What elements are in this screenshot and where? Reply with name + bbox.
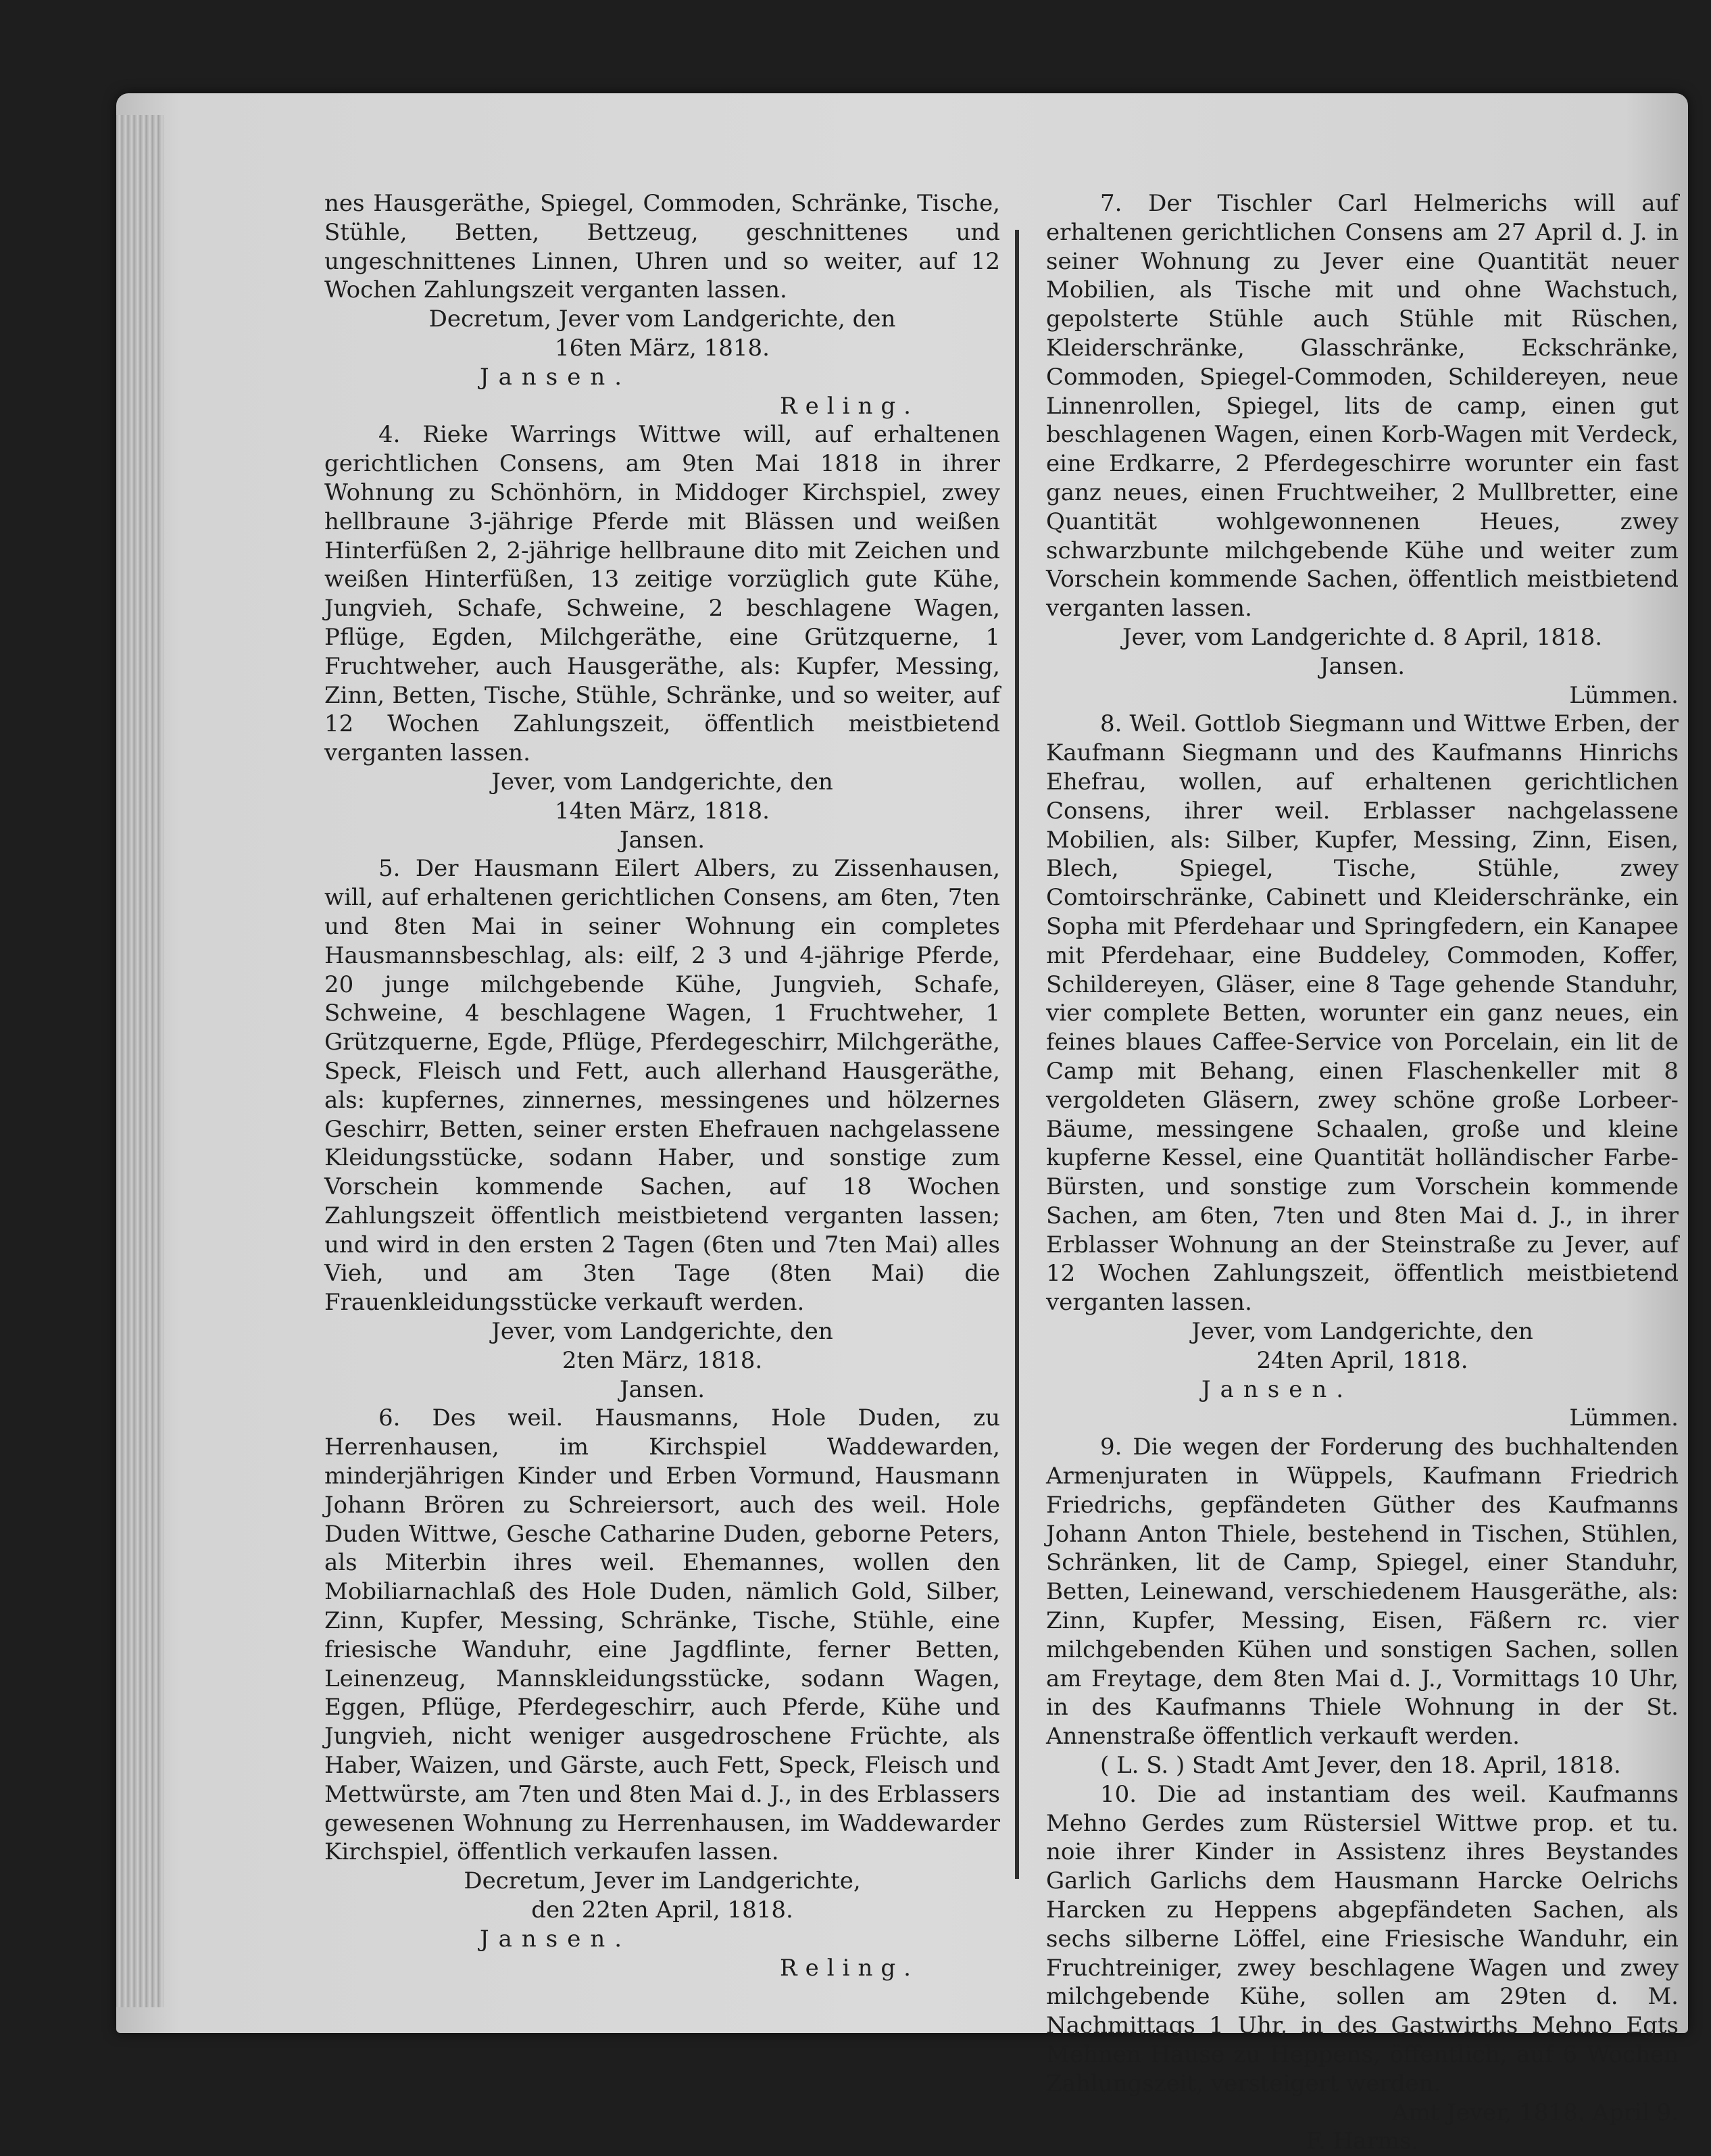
notice-8-date: 24ten April, 1818.: [1256, 1346, 1468, 1374]
notice-4-date: 14ten März, 1818.: [555, 797, 770, 825]
column-divider-rule: [1015, 230, 1019, 1879]
notice-10-decree: Amt Jever, 1818. April 9.: [1391, 2099, 1679, 2126]
notice-10-body: 10. Die ad instantiam des weil. Kaufmanns Mehno Gerdes zum Rüstersiel Wittwe prop. et tu. noie ihrer Kinder in Assistenz ihres Beystandes Garlich Garlichs dem Hausmann Harcke Oelrichs Harcken zu Heppens abgepfändeten Sachen, als sechs silberne Löffel, eine Friesische Wanduhr, ein Fruchtreiniger, zwey beschlagene Wagen und zwey milchgebende Kühe, sollen am 29ten d. M. Nachmittags 1 Uhr, in des Gastwirths Mehno Egts Mehnen Hause zu Heppens, öffentlich, auf 6 Wochen Zahlungszeit, versteigert werden.: [1046, 1780, 1679, 2097]
notice-6-body: 6. Des weil. Hausmanns, Hole Duden, zu Herrenhausen, im Kirchspiel Waddewarden, minderjährigen Kinder und Erben Vormund, Hausmann Johann Brören zu Schreiersort, auch des weil. Hole Duden Wittwe, Gesche Catharine Duden, geborne Peters, als Miterbin ihres weil. Ehemannes, wollen den Mobiliarnachlaß des Hole Duden, nämlich Gold, Silber, Zinn, Kupfer, Messing, Schränke, Tische, Stühle, eine friesische Wanduhr, eine Jagdflinte, ferner Betten, Leinenzeug, Mannskleidungsstücke, sodann Wagen, Eggen, Pflüge, Pferdegeschirr, auch Pferde, Kühe und Jungvieh, nicht weniger ausgedroschene Früchte, als Haber, Waizen, und Gärste, auch Fett, Speck, Fleisch und Mettwürste, am 7ten und 8ten Mai d. J., in des Erblassers gewesenen Wohnung zu Herrenhausen, im Waddewarder Kirchspiel, öffentlich verkaufen lassen.: [324, 1404, 1000, 1866]
notice-8-signature: Jansen.: [1201, 1375, 1354, 1403]
notice-5-date: 2ten März, 1818.: [562, 1346, 763, 1374]
notice-8-clerk: Lümmen.: [1569, 1404, 1679, 1432]
notice-6-decree: Decretum, Jever im Landgerichte,: [464, 1867, 861, 1895]
notice-9-body: 9. Die wegen der Forderung des buchhaltenden Armenjuraten in Wüppels, Kaufmann Friedrich Friedrichs, gepfändeten Güther des Kaufmanns Johann Anton Thiele, bestehend in Tischen, Stühlen, Schränken, lit de Camp, Spiegel, einer Standuhr, Betten, Leinewand, verschiedenem Hausgeräthe, als: Zinn, Kupfer, Messing, Eisen, Fäßern rc. vier milchgebenden Kühen und sonstigen Sachen, sollen am Freytage, dem 8ten Mai d. J., Vormittags 10 Uhr, in des Kaufmanns Thiele Wohnung in der St. Annenstraße öffentlich verkauft werden.: [1046, 1434, 1679, 1750]
left-text-column: [324, 189, 1000, 1982]
notice-7-decree: Jever, vom Landgerichte d. 8 April, 1818.: [1122, 623, 1603, 651]
notice-7-signature: Jansen.: [1319, 652, 1406, 680]
notice-4-signature: Jansen.: [619, 826, 705, 854]
notice-6-date: den 22ten April, 1818.: [531, 1896, 793, 1924]
notice-3-signature: Jansen.: [480, 363, 632, 391]
right-text-column: [1046, 189, 1679, 2156]
notice-5-decree: Jever, vom Landgerichte, den: [491, 1318, 833, 1346]
notice-10-signature: F. Harms.: [1306, 2128, 1419, 2155]
notice-6-clerk: Reling.: [780, 1954, 919, 1982]
notice-8-decree: Jever, vom Landgerichte, den: [1191, 1318, 1533, 1346]
notice-4-decree: Jever, vom Landgerichte, den: [491, 768, 833, 795]
notice-6-signature: Jansen.: [480, 1925, 632, 1953]
notice-7-body: 7. Der Tischler Carl Helmerichs will auf erhaltenen gerichtlichen Consens am 27 April d. J. in seiner Wohnung zu Jever eine Quantität neuer Mobilien, als Tische mit und ohne Wachstuch, gepolsterte Stühle auch Stühle mit Rüschen, Kleiderschränke, Glasschränke, Eckschränke, Commoden, Spiegel-Commoden, Schildereyen, neue Linnenrollen, Spiegel, lits de camp, einen gut beschlagenen Wagen, einen Korb-Wagen mit Verdeck, eine Erdkarre, 2 Pferdegeschirre worunter ein fast ganz neues, einen Fruchtweiher, 2 Mullbretter, eine Quantität wohlgewonnenen Heues, zwey schwarzbunte milchgebende Kühe und weiter zum Vorschein kommende Sachen, öffentlich meistbietend verganten lassen.: [1046, 190, 1679, 622]
notice-3-clerk: Reling.: [780, 392, 919, 420]
notice-9-decree: ( L. S. ) Stadt Amt Jever, den 18. April, 1818.: [1100, 1752, 1621, 1780]
notice-3-decree: Decretum, Jever vom Landgerichte, den: [428, 305, 896, 333]
notice-3-tail: nes Hausgeräthe, Spiegel, Commoden, Schränke, Tische, Stühle, Betten, Bettzeug, geschnittenes und ungeschnittenes Linnen, Uhren und so weiter, auf 12 Wochen Zahlungszeit verganten lassen.: [324, 190, 1000, 304]
notice-5-signature: Jansen.: [619, 1375, 705, 1403]
notice-5-body: 5. Der Hausmann Eilert Albers, zu Zissenhausen, will, auf erhaltenen gerichtlichen Consens, am 6ten, 7ten und 8ten Mai in seiner Wohnung ein completes Hausmannsbeschlag, als: eilf, 2 3 und 4-jährige Pferde, 20 junge milchgebende Kühe, Jungvieh, Schafe, Schweine, 4 beschlagene Wagen, 1 Fruchtweher, 1 Grützquerne, Egde, Pflüge, Pferdegeschirr, Milchgeräthe, Speck, Fleisch und Fett, auch allerhand Hausgeräthe, als: kupfernes, zinnernes, messingenes und hölzernes Geschirr, Betten, seiner ersten Ehefrauen nachgelassene Kleidungsstücke, sodann Haber, und sonstige zum Vorschein kommende Sachen, auf 18 Wochen Zahlungszeit öffentlich meistbietend verganten lassen; und wird in den ersten 2 Tagen (6ten und 7ten Mai) alles Vieh, und am 3ten Tage (8ten Mai) die Frauenkleidungsstücke verkauft werden.: [324, 855, 1000, 1317]
page-edge-stack: [116, 115, 164, 2007]
notice-8-body: 8. Weil. Gottlob Siegmann und Wittwe Erben, der Kaufmann Siegmann und des Kaufmanns Hinrichs Ehefrau, wollen, auf erhaltenen gerichtlichen Consens, ihrer weil. Erblasser nachgelassene Mobilien, als: Silber, Kupfer, Messing, Zinn, Eisen, Blech, Spiegel, Tische, Stühle, zwey Comtoirschränke, Cabinett und Kleiderschränke, ein Sopha mit Pferdehaar und Springfedern, ein Kanapee mit Pferdehaar, eine Buddeley, Commoden, Koffer, Schildereyen, Gläser, eine 8 Tage gehende Standuhr, vier complete Betten, worunter ein ganz neues, ein feines blaues Caffee-Service von Porcelain, ein lit de Camp mit Behang, einen Flaschenkeller mit 8 vergoldeten Gläsern, zwey schöne große Lorbeer-Bäume, messingene Schaalen, große und kleine kupferne Kessel, eine Quantität holländischer Farbe-Bürsten, und sonstige zum Vorschein kommende Sachen, am 6ten, 7ten und 8ten Mai d. J., in ihrer Erblasser Wohnung an der Steinstraße zu Jever, auf 12 Wochen Zahlungszeit, öffentlich meistbietend verganten lassen.: [1046, 710, 1679, 1317]
notice-7-clerk: Lümmen.: [1569, 681, 1679, 709]
notice-4-body: 4. Rieke Warrings Wittwe will, auf erhaltenen gerichtlichen Consens, am 9ten Mai 1818 in ihrer Wohnung zu Schönhörn, in Middoger Kirchspiel, zwey hellbraune 3-jährige Pferde mit Blässen und weißen Hinterfüßen 2, 2-jährige hellbraune dito mit Zeichen und weißen Hinterfüßen, 13 zeitige vorzüglich gute Kühe, Jungvieh, Schafe, Schweine, 2 beschlagene Wagen, Pflüge, Egden, Milchgeräthe, eine Grützquerne, 1 Fruchtweher, auch Hausgeräthe, als: Kupfer, Messing, Zinn, Betten, Tische, Stühle, Schränke, und so weiter, auf 12 Wochen Zahlungszeit, öffentlich meistbietend verganten lassen.: [324, 421, 1000, 767]
notice-3-date: 16ten März, 1818.: [555, 334, 770, 362]
